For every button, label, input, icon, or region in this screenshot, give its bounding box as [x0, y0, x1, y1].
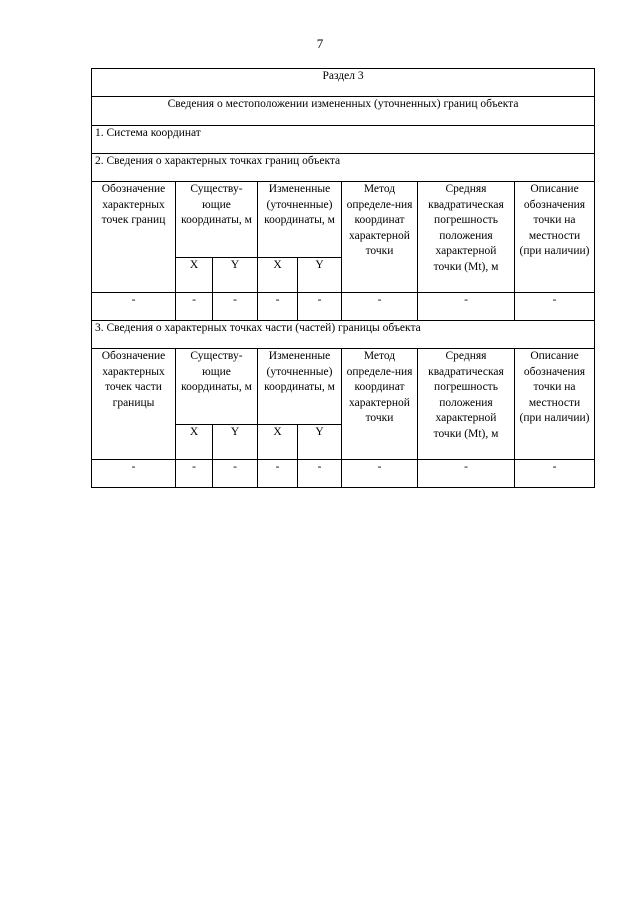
table-cell: - [418, 293, 515, 321]
header-mean-error: Средняя квадратическая погрешность положения характерной точки (Mt), м [418, 182, 515, 293]
table-cell: - [418, 460, 515, 488]
header-method: Метод определе-ния координат характерной точки [342, 182, 418, 293]
header-existing-coordinates: Существу-ющие координаты, м [176, 182, 258, 258]
header-designation: Обозначение характерных точек части границы [92, 349, 176, 460]
block2-data-row [92, 293, 595, 321]
table-cell: - [176, 460, 213, 488]
table-cell: - [258, 460, 298, 488]
header-changed-coordinates: Измененные (уточненные) координаты, м [258, 182, 342, 258]
table-cell: - [92, 460, 176, 488]
section-3-table [91, 68, 595, 488]
table-cell: - [515, 293, 595, 321]
existing-x-header: X [176, 425, 213, 460]
table-cell: - [213, 460, 258, 488]
block3-title: 3. Сведения о характерных точках части (частей) границы объекта [92, 321, 595, 349]
table-cell: - [176, 293, 213, 321]
coordinate-system-label: 1. Система координат [92, 126, 595, 154]
section-title: Раздел 3 [92, 69, 595, 97]
block2-title: 2. Сведения о характерных точках границ объекта [92, 154, 595, 182]
header-description: Описание обозначения точки на местности (при наличии) [515, 349, 595, 460]
table-cell: - [342, 293, 418, 321]
header-changed-coordinates: Измененные (уточненные) координаты, м [258, 349, 342, 425]
table-cell: - [298, 460, 342, 488]
header-designation: Обозначение характерных точек границ [92, 182, 176, 293]
header-existing-coordinates: Существу-ющие координаты, м [176, 349, 258, 425]
changed-x-header: X [258, 425, 298, 460]
table-cell: - [515, 460, 595, 488]
block3-data-row [92, 460, 595, 488]
changed-y-header: Y [298, 258, 342, 293]
page-number: 7 [316, 36, 324, 51]
existing-y-header: Y [213, 258, 258, 293]
table-cell: - [298, 293, 342, 321]
header-method: Метод определе-ния координат характерной точки [342, 349, 418, 460]
existing-y-header: Y [213, 425, 258, 460]
table-cell: - [258, 293, 298, 321]
existing-x-header: X [176, 258, 213, 293]
table-cell: - [213, 293, 258, 321]
table-cell: - [342, 460, 418, 488]
changed-y-header: Y [298, 425, 342, 460]
changed-x-header: X [258, 258, 298, 293]
section-subtitle: Сведения о местоположении измененных (уточненных) границ объекта [92, 97, 595, 126]
header-description: Описание обозначения точки на местности (при наличии) [515, 182, 595, 293]
table-cell: - [92, 293, 176, 321]
header-mean-error: Средняя квадратическая погрешность положения характерной точки (Mt), м [418, 349, 515, 460]
